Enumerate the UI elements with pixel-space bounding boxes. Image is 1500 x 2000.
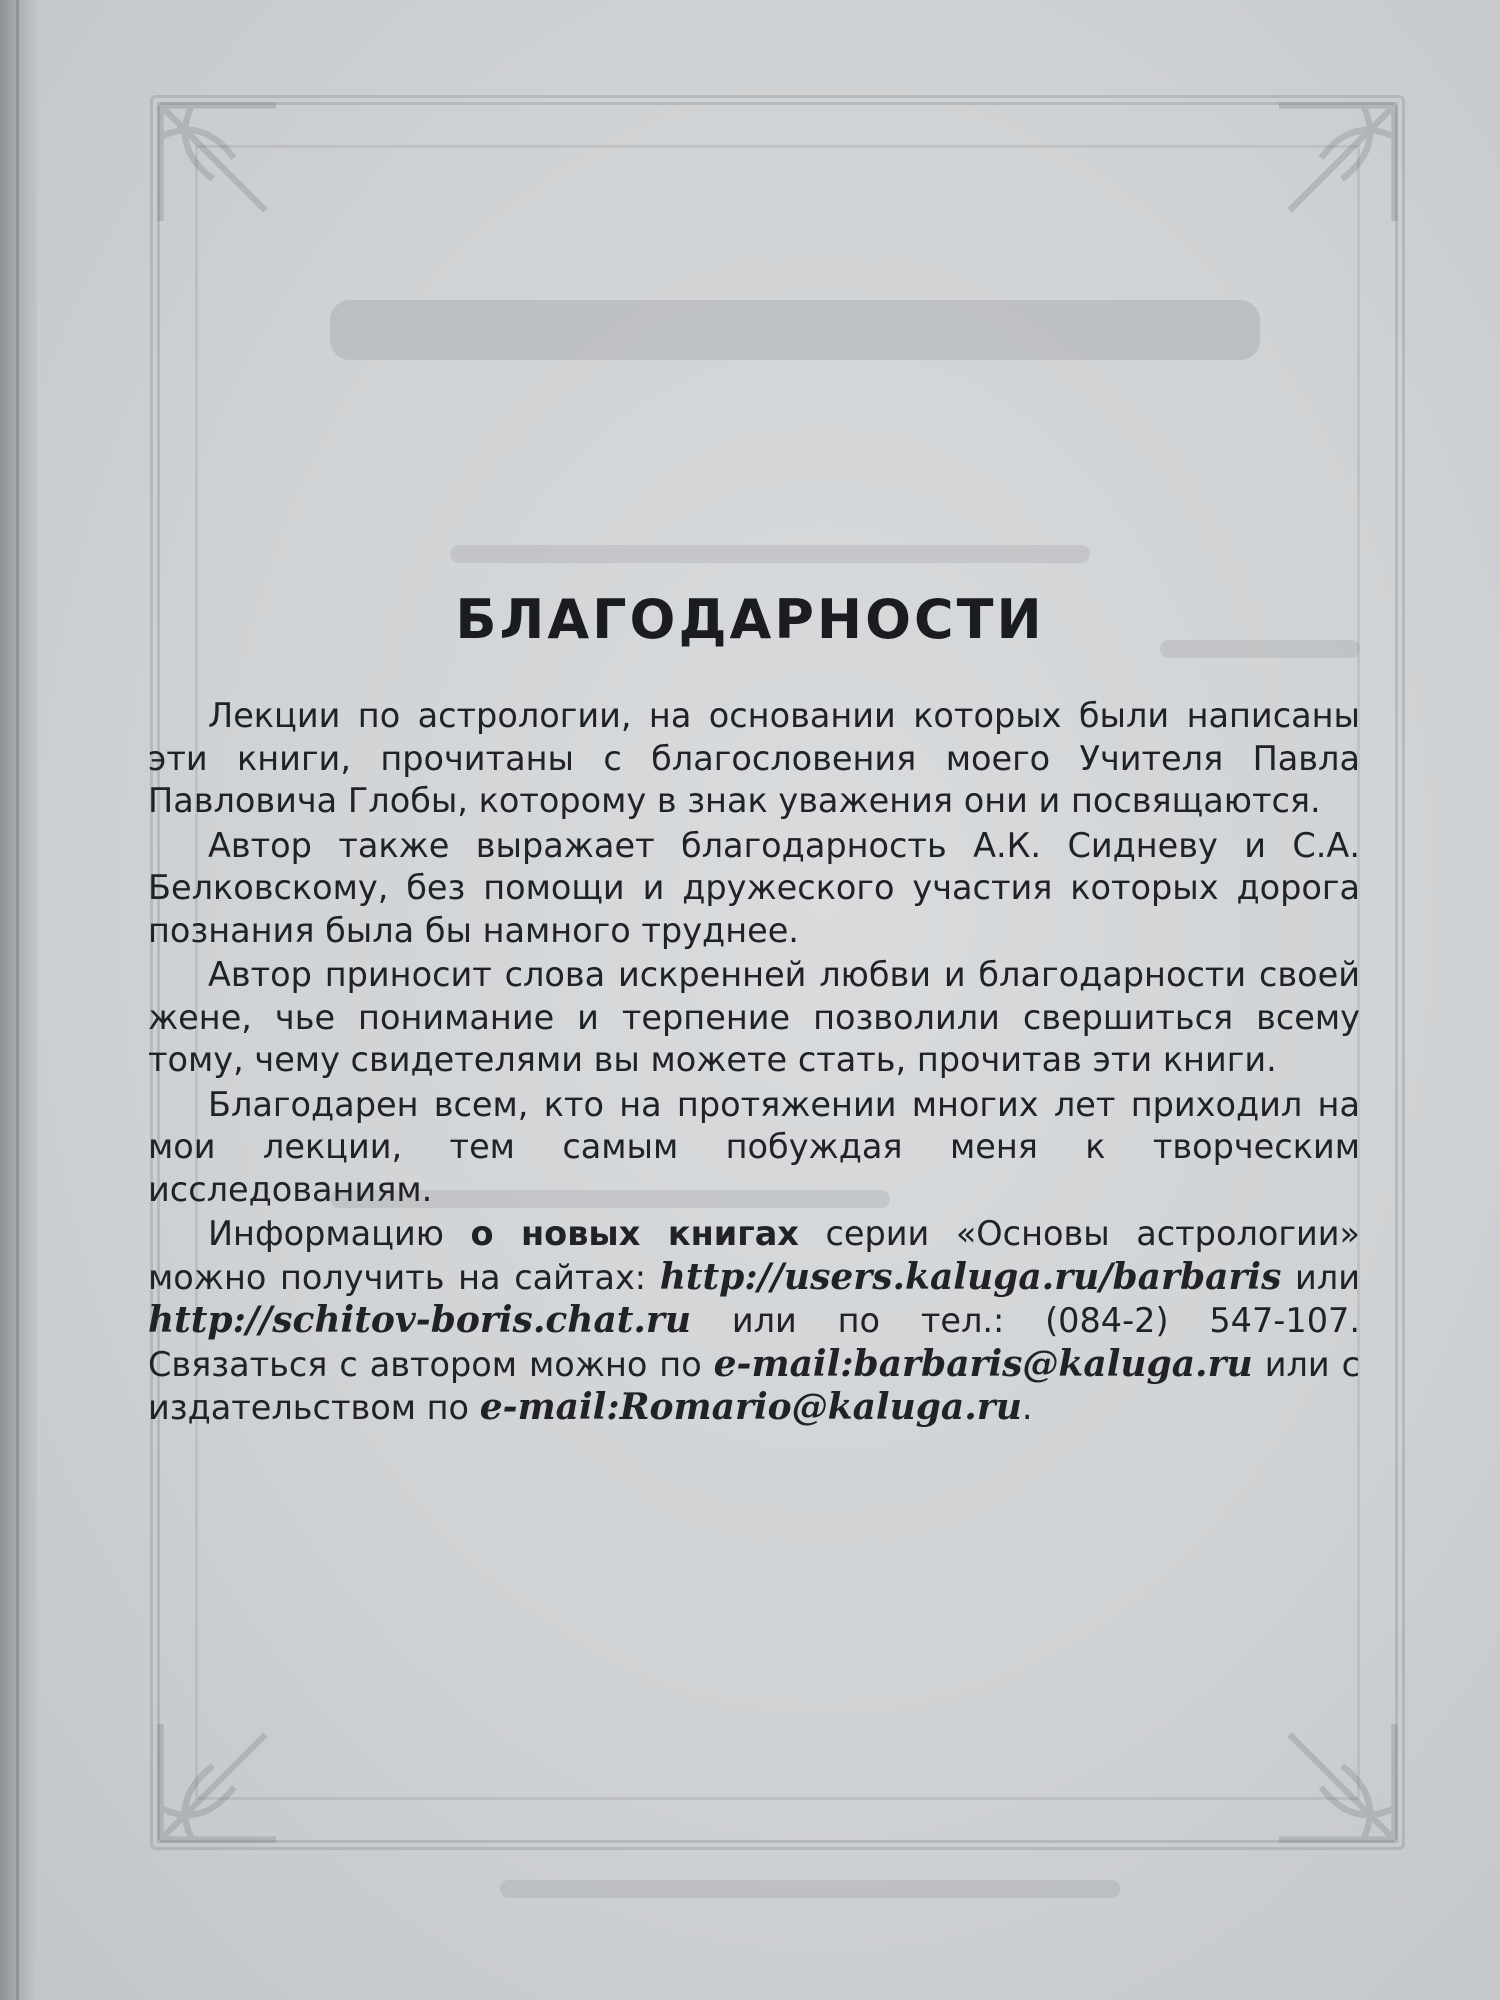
- or-text: или: [1295, 1257, 1360, 1297]
- publisher-contact-text: или с издательством по: [148, 1344, 1361, 1427]
- show-through-line: [500, 1880, 1120, 1898]
- show-through-line: [450, 545, 1090, 563]
- contact-intro: Информацию: [208, 1214, 444, 1253]
- new-books-label: о новых книгах: [470, 1214, 799, 1253]
- closing-period: .: [1021, 1388, 1033, 1427]
- spine-edge: [16, 0, 19, 2000]
- author-email: e-mail:barbaris@kaluga.ru: [713, 1342, 1253, 1385]
- series-text: серии «Основы астрологии» можно получить на сайтах:: [148, 1214, 1360, 1297]
- show-through-heading: [330, 300, 1260, 360]
- corner-ornament-icon: [1195, 1640, 1405, 1850]
- paragraph: Автор также выражает благодарность А.К. Сидневу и С.А. Белковскому, без помощи и дружеского участия которых дорога познания была бы намного труднее.: [148, 825, 1360, 950]
- site-link: http://schitov-boris.chat.ru: [148, 1299, 692, 1341]
- paragraph: Автор приносит слова искренней любви и благодарности своей жене, чье понимание и терпение позволили свершиться всему тому, чему свидетелями вы можете стать, прочитав эти книги.: [148, 955, 1360, 1079]
- author-contact-text: Связаться с автором можно по: [148, 1344, 702, 1384]
- corner-ornament-icon: [1195, 95, 1405, 305]
- publisher-email: e-mail:Romario@kaluga.ru: [479, 1386, 1022, 1428]
- corner-ornament-icon: [150, 1640, 360, 1850]
- contact-info: [148, 1213, 1360, 1430]
- paragraph: Благодарен всем, кто на протяжении многих лет приходил на мои лекции, тем самым побуждая меня к творческим исследованиям.: [148, 1084, 1360, 1209]
- phone-text: или по тел.: (084-2) 547-107.: [731, 1301, 1360, 1340]
- site-link: http://users.kaluga.ru/barbaris: [659, 1255, 1282, 1298]
- book-spine: [0, 0, 38, 2000]
- paragraph: Лекции по астрологии, на основании которых были написаны эти книги, прочитаны с благословения моего Учителя Павла Павловича Глобы, которому в знак уважения они и посвящаются.: [148, 696, 1360, 820]
- page-title: БЛАГОДАРНОСТИ: [455, 588, 1045, 651]
- corner-ornament-icon: [150, 95, 360, 305]
- acknowledgements-text: [148, 695, 1360, 1430]
